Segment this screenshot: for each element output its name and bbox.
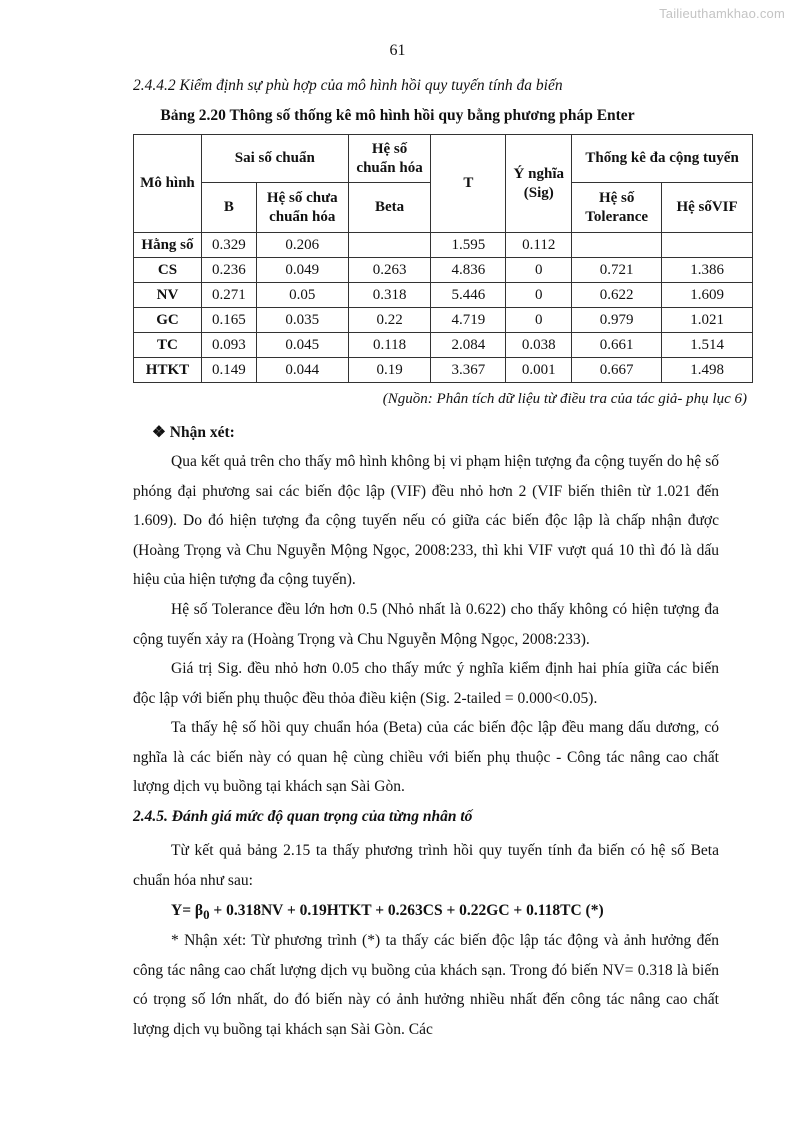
cell-b: 0.329 bbox=[201, 233, 256, 258]
table-row bbox=[134, 358, 753, 383]
remark-paragraph-tolerance: Hệ số Tolerance đều lớn hơn 0.5 (Nhỏ nhất là 0.622) cho thấy không có hiện tượng đa cộng tuyến xảy ra (Hoàng Trọng và Chu Nguyễn Mộng Ngọc, 2008:233). bbox=[133, 601, 719, 648]
cell-t: 4.719 bbox=[431, 308, 506, 333]
header-beta: Beta bbox=[348, 183, 431, 233]
regression-equation bbox=[171, 902, 604, 923]
cell-model: HTKT bbox=[134, 358, 202, 383]
cell-b: 0.093 bbox=[201, 333, 256, 358]
cell-unstd: 0.206 bbox=[256, 233, 348, 258]
cell-vif: 1.386 bbox=[662, 258, 753, 283]
cell-t: 2.084 bbox=[431, 333, 506, 358]
section-heading-245: 2.4.5. Đánh giá mức độ quan trọng của từng nhân tố bbox=[133, 808, 473, 825]
table-row bbox=[134, 233, 753, 258]
header-vif: Hệ sốVIF bbox=[662, 183, 753, 233]
equation-subscript: 0 bbox=[203, 907, 210, 923]
cell-model: CS bbox=[134, 258, 202, 283]
cell-beta: 0.118 bbox=[348, 333, 431, 358]
equation-remark-paragraph: * Nhận xét: Từ phương trình (*) ta thấy các biến độc lập tác động và ảnh hưởng đến công tác nâng cao chất lượng dịch vụ buồng của khách sạn. Trong đó biến NV= 0.318 là biến có trọng số lớn nhất, do đó biến này có ảnh hưởng nhiều nhất đến công tác nâng cao chất lượng dịch vụ buồng tại khách sạn Sài Gòn. Các bbox=[133, 932, 719, 1038]
table-row bbox=[134, 283, 753, 308]
equation-prefix: Y= β bbox=[171, 902, 204, 919]
cell-tolerance: 0.667 bbox=[572, 358, 662, 383]
table-row bbox=[134, 308, 753, 333]
cell-model: GC bbox=[134, 308, 202, 333]
header-std-coef: Hệ số chuẩn hóa bbox=[348, 135, 431, 183]
table-source-note: (Nguồn: Phân tích dữ liệu từ điều tra của tác giả- phụ lục 6) bbox=[382, 391, 747, 407]
cell-b: 0.149 bbox=[201, 358, 256, 383]
cell-t: 1.595 bbox=[431, 233, 506, 258]
cell-sig: 0 bbox=[506, 283, 572, 308]
cell-beta: 0.19 bbox=[348, 358, 431, 383]
cell-sig: 0.038 bbox=[506, 333, 572, 358]
header-collinearity: Thống kê đa cộng tuyến bbox=[572, 135, 753, 183]
header-b: B bbox=[201, 183, 256, 233]
remark-heading-text: Nhận xét: bbox=[169, 424, 235, 441]
cell-beta: 0.318 bbox=[348, 283, 431, 308]
cell-b: 0.271 bbox=[201, 283, 256, 308]
cell-vif: 1.514 bbox=[662, 333, 753, 358]
cell-sig: 0 bbox=[506, 308, 572, 333]
cell-vif bbox=[662, 233, 753, 258]
table-row bbox=[134, 333, 753, 358]
cell-tolerance bbox=[572, 233, 662, 258]
cell-beta bbox=[348, 233, 431, 258]
page-number: 61 bbox=[389, 42, 406, 59]
section-intro-paragraph: Từ kết quả bảng 2.15 ta thấy phương trình hồi quy tuyến tính đa biến có hệ số Beta chuẩn hóa như sau: bbox=[133, 842, 719, 889]
cell-sig: 0.112 bbox=[506, 233, 572, 258]
cell-beta: 0.263 bbox=[348, 258, 431, 283]
cell-t: 5.446 bbox=[431, 283, 506, 308]
header-std-error: Sai số chuẩn bbox=[201, 135, 348, 183]
diamond-bullet-icon: ❖ bbox=[152, 424, 166, 441]
cell-vif: 1.498 bbox=[662, 358, 753, 383]
cell-sig: 0 bbox=[506, 258, 572, 283]
cell-model: TC bbox=[134, 333, 202, 358]
table-caption: Bảng 2.20 Thông số thống kê mô hình hồi quy bằng phương pháp Enter bbox=[160, 107, 635, 124]
header-sig: Ý nghĩa (Sig) bbox=[506, 135, 572, 233]
cell-model: Hằng số bbox=[134, 233, 202, 258]
cell-t: 4.836 bbox=[431, 258, 506, 283]
cell-sig: 0.001 bbox=[506, 358, 572, 383]
regression-table bbox=[133, 134, 753, 383]
cell-vif: 1.609 bbox=[662, 283, 753, 308]
cell-unstd: 0.044 bbox=[256, 358, 348, 383]
cell-unstd: 0.035 bbox=[256, 308, 348, 333]
cell-tolerance: 0.622 bbox=[572, 283, 662, 308]
section-title: 2.4.4.2 Kiểm định sự phù hợp của mô hình hồi quy tuyến tính đa biến bbox=[133, 77, 563, 94]
cell-beta: 0.22 bbox=[348, 308, 431, 333]
header-t: T bbox=[431, 135, 506, 233]
remark-heading bbox=[152, 423, 235, 442]
header-tolerance: Hệ số Tolerance bbox=[572, 183, 662, 233]
cell-tolerance: 0.979 bbox=[572, 308, 662, 333]
cell-unstd: 0.049 bbox=[256, 258, 348, 283]
remark-paragraph-vif: Qua kết quả trên cho thấy mô hình không bị vi phạm hiện tượng đa cộng tuyến do hệ số phóng đại phương sai các biến độc lập (VIF) đều nhỏ hơn 2 (VIF biến thiên từ 1.021 đến 1.609). Do đó hiện tượng đa cộng tuyến nếu có giữa các biến độc lập là chấp nhận được (Hoàng Trọng và Chu Nguyễn Mộng Ngọc, 2008:233, thì khi VIF vượt quá 10 thì đó là dấu hiệu của hiện tượng đa cộng tuyến). bbox=[133, 453, 719, 588]
watermark: Tailieuthamkhao.com bbox=[659, 6, 785, 21]
header-model: Mô hình bbox=[134, 135, 202, 233]
cell-tolerance: 0.721 bbox=[572, 258, 662, 283]
table-row bbox=[134, 258, 753, 283]
remark-paragraph-beta: Ta thấy hệ số hồi quy chuẩn hóa (Beta) của các biến độc lập đều mang dấu dương, có nghĩa là các biến này có quan hệ cùng chiều với biến phụ thuộc - Công tác nâng cao chất lượng dịch vụ buồng tại khách sạn Sài Gòn. bbox=[133, 719, 719, 795]
cell-unstd: 0.045 bbox=[256, 333, 348, 358]
remark-paragraph-sig: Giá trị Sig. đều nhỏ hơn 0.05 cho thấy mức ý nghĩa kiểm định hai phía giữa các biến độc lập với biến phụ thuộc đều thỏa điều kiện (Sig. 2-tailed = 0.000<0.05). bbox=[133, 660, 719, 707]
cell-vif: 1.021 bbox=[662, 308, 753, 333]
cell-b: 0.236 bbox=[201, 258, 256, 283]
cell-model: NV bbox=[134, 283, 202, 308]
cell-unstd: 0.05 bbox=[256, 283, 348, 308]
cell-tolerance: 0.661 bbox=[572, 333, 662, 358]
header-unstd-coef: Hệ số chưa chuẩn hóa bbox=[256, 183, 348, 233]
cell-t: 3.367 bbox=[431, 358, 506, 383]
equation-terms: + 0.318NV + 0.19HTKT + 0.263CS + 0.22GC + 0.118TC (*) bbox=[209, 902, 604, 919]
cell-b: 0.165 bbox=[201, 308, 256, 333]
